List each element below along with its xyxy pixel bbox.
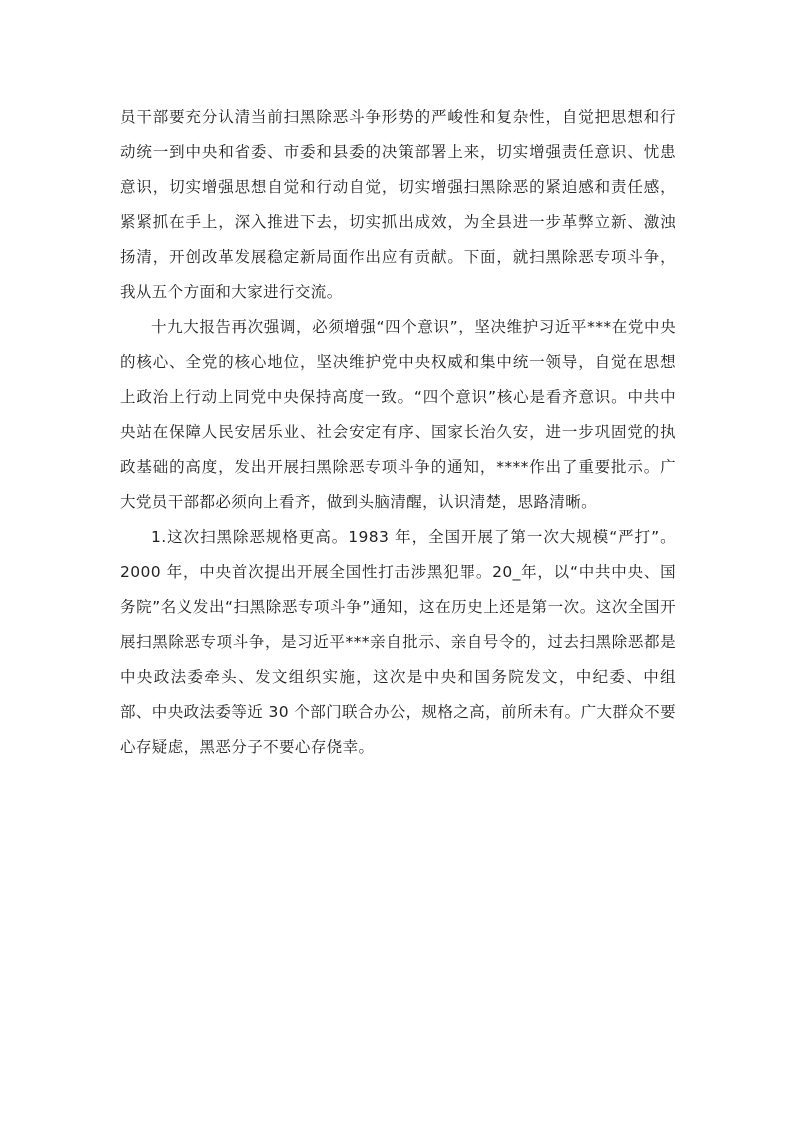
document-body bbox=[120, 100, 676, 765]
paragraph-1: 员干部要充分认清当前扫黑除恶斗争形势的严峻性和复杂性，自觉把思想和行动统一到中央和省委、市委和县委的决策部署上来，切实增强责任意识、忧患意识，切实增强思想自觉和行动自觉，切实增强扫黑除恶的紧迫感和责任感，紧紧抓在手上，深入推进下去，切实抓出成效，为全县进一步革弊立新、激浊扬清，开创改革发展稳定新局面作出应有贡献。下面，就扫黑除恶专项斗争，我从五个方面和大家进行交流。 bbox=[120, 108, 676, 301]
paragraph-3: 1.这次扫黑除恶规格更高。1983 年，全国开展了第一次大规模“严打”。2000 年，中央首次提出开展全国性打击涉黑犯罪。20_年，以“中共中央、国务院”名义发出“扫黑除恶专项斗争”通知，这在历史上还是第一次。这次全国开展扫黑除恶专项斗争，是习近平***亲自批示、亲自号令的，过去扫黑除恶都是中央政法委牵头、发文组织实施，这次是中央和国务院发文，中纪委、中组部、中央政法委等近 30 个部门联合办公，规格之高，前所未有。广大群众不要心存疑虑，黑恶分子不要心存侥幸。 bbox=[120, 528, 676, 756]
paragraph-2: 十九大报告再次强调，必须增强“四个意识”，坚决维护习近平***在党中央的核心、全党的核心地位，坚决维护党中央权威和集中统一领导，自觉在思想上政治上行动上同党中央保持高度一致。“四个意识”核心是看齐意识。中共中央站在保障人民安居乐业、社会安定有序、国家长治久安，进一步巩固党的执政基础的高度，发出开展扫黑除恶专项斗争的通知，****作出了重要批示。广大党员干部都必须向上看齐，做到头脑清醒，认识清楚，思路清晰。 bbox=[120, 318, 676, 511]
